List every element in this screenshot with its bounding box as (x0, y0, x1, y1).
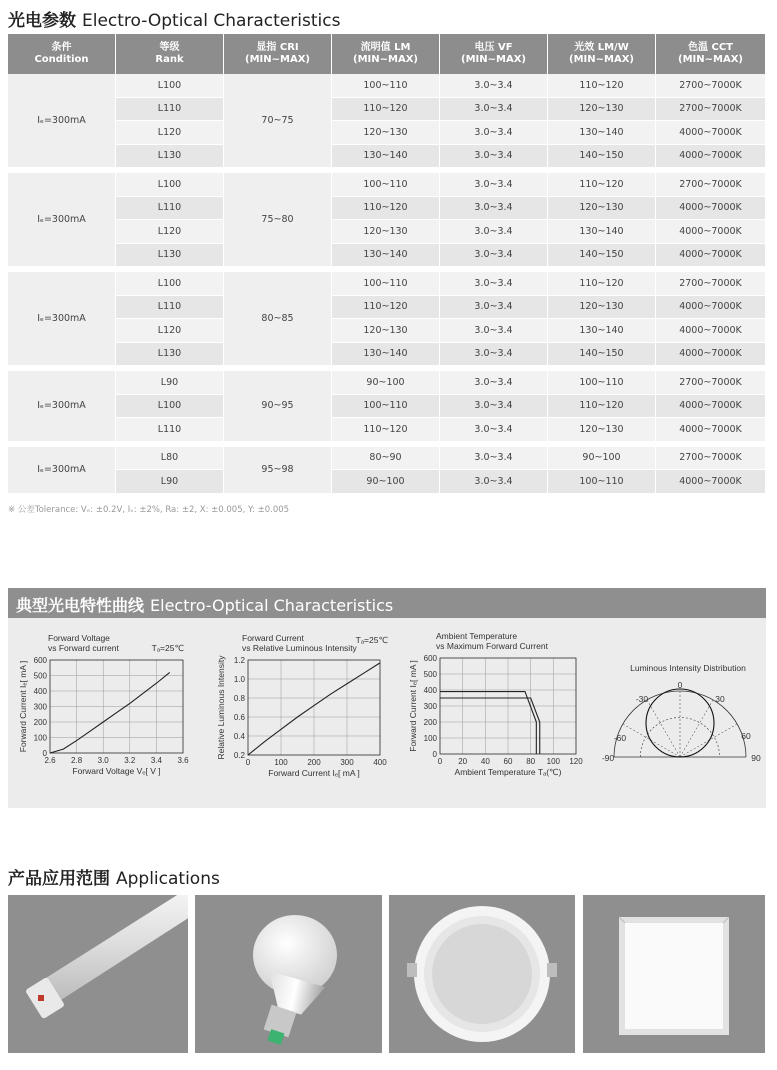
chart-0-xtick: 3.2 (124, 756, 136, 765)
rank-cell: L100 (116, 173, 224, 197)
table-row (8, 98, 765, 122)
chart-2-ytick: 100 (423, 734, 437, 743)
vf-cell: 3.0~3.4 (440, 74, 548, 98)
chart-0-ytick: 100 (33, 733, 47, 743)
efficacy-cell: 120~130 (548, 98, 656, 122)
lm-cell: 90~100 (332, 470, 440, 494)
cct-cell: 4000~7000K (656, 145, 765, 169)
cri-cell: 80~85 (224, 272, 332, 366)
cct-cell: 4000~7000K (656, 319, 765, 343)
cri-cell: 70~75 (224, 74, 332, 168)
vf-cell: 3.0~3.4 (440, 98, 548, 122)
app-image-panel (583, 895, 765, 1053)
chart-2-series-line (440, 698, 540, 754)
chart-1-ytick: 0.4 (233, 732, 245, 741)
chart-0-title-line2: vs Forward current (48, 643, 119, 653)
lm-cell: 100~110 (332, 395, 440, 419)
table-row (8, 447, 765, 471)
lm-cell: 100~110 (332, 74, 440, 98)
chart-2-xtick: 0 (437, 757, 443, 766)
app-image-downlight (389, 895, 575, 1053)
chart-0-ytick: 500 (33, 671, 47, 681)
chart-1-title-line1: Forward Current (242, 633, 304, 643)
vf-cell: 3.0~3.4 (440, 220, 548, 244)
lm-cell: 110~120 (332, 197, 440, 221)
lm-cell: 80~90 (332, 447, 440, 471)
header-vf: 电压 VF (MIN~MAX) (440, 34, 548, 74)
vf-cell: 3.0~3.4 (440, 371, 548, 395)
vf-cell: 3.0~3.4 (440, 121, 548, 145)
efficacy-cell: 120~130 (548, 296, 656, 320)
vf-cell: 3.0~3.4 (440, 470, 548, 494)
rank-cell: L100 (116, 272, 224, 296)
apps-title-en: Applications (116, 869, 220, 889)
lm-cell: 120~130 (332, 220, 440, 244)
cct-cell: 2700~7000K (656, 371, 765, 395)
chart-2-xtick: 120 (569, 757, 583, 766)
rank-cell: L130 (116, 343, 224, 367)
efficacy-cell: 110~120 (548, 272, 656, 296)
lm-cell: 110~120 (332, 418, 440, 442)
header-cri: 显指 CRI (MIN~MAX) (224, 34, 332, 74)
chart-3-ray (647, 700, 680, 757)
rank-cell: L90 (116, 470, 224, 494)
efficacy-cell: 130~140 (548, 220, 656, 244)
table-row (8, 470, 765, 494)
efficacy-cell: 100~110 (548, 470, 656, 494)
header-rank: 等级 Rank (116, 34, 224, 74)
spec-title-cn: 光电参数 (8, 11, 76, 31)
curves-charts (8, 618, 766, 808)
efficacy-cell: 120~130 (548, 197, 656, 221)
curves-section-header (8, 588, 766, 618)
efficacy-cell: 110~120 (548, 173, 656, 197)
table-row (8, 244, 765, 268)
chart-3-angle-label: 90 (751, 753, 761, 763)
chart-0-xtick: 3.6 (177, 756, 189, 765)
header-cct: 色温 CCT (MIN~MAX) (656, 34, 765, 74)
lm-cell: 120~130 (332, 319, 440, 343)
chart-3-angle-label: -30 (635, 694, 649, 704)
table-row (8, 197, 765, 221)
chart-3-angle-label: 0 (677, 680, 683, 690)
rank-cell: L130 (116, 145, 224, 169)
rank-cell: L120 (116, 319, 224, 343)
rank-cell: L80 (116, 447, 224, 471)
table-row (8, 173, 765, 197)
rank-cell: L110 (116, 418, 224, 442)
condition-cell: Iₑ=300mA (8, 371, 116, 442)
chart-2-ytick: 500 (423, 670, 437, 679)
lm-cell: 130~140 (332, 244, 440, 268)
chart-1-xtick: 300 (340, 758, 354, 767)
header-efficacy: 光效 LM/W (MIN~MAX) (548, 34, 656, 74)
tolerance-note: ※ 公差Tolerance: Vₑ: ±0.2V, Iᵥ: ±2%, Ra: ±2, X: ±0.005, Y: ±0.005 (8, 505, 290, 515)
efficacy-cell: 110~120 (548, 395, 656, 419)
chart-2-title-line1: Ambient Temperature (436, 631, 518, 641)
apps-section-title (8, 864, 220, 889)
vf-cell: 3.0~3.4 (440, 296, 548, 320)
chart-2-ylabel: Forward Current Iₑ[ mA ] (408, 660, 418, 752)
efficacy-cell: 140~150 (548, 343, 656, 367)
lm-cell: 110~120 (332, 296, 440, 320)
table-row (8, 395, 765, 419)
cri-cell: 90~95 (224, 371, 332, 442)
rank-cell: L100 (116, 74, 224, 98)
vf-cell: 3.0~3.4 (440, 447, 548, 471)
rank-cell: L100 (116, 395, 224, 419)
chart-2-ytick: 0 (432, 750, 437, 759)
chart-1-ytick: 1.0 (233, 675, 245, 684)
chart-2-xtick: 80 (526, 757, 536, 766)
chart-3-angle-label: -90 (601, 753, 615, 763)
lm-cell: 130~140 (332, 145, 440, 169)
rank-cell: L90 (116, 371, 224, 395)
efficacy-cell: 90~100 (548, 447, 656, 471)
efficacy-cell: 130~140 (548, 121, 656, 145)
vf-cell: 3.0~3.4 (440, 319, 548, 343)
chart-0-condition: Tₐ=25℃ (151, 643, 184, 653)
app-image-tube (8, 895, 188, 1053)
vf-cell: 3.0~3.4 (440, 197, 548, 221)
chart-3-angle-label: -60 (613, 733, 627, 743)
chart-2-xtick: 60 (503, 757, 513, 766)
cct-cell: 2700~7000K (656, 173, 765, 197)
rank-cell: L120 (116, 121, 224, 145)
chart-0-title-line1: Forward Voltage (48, 633, 110, 643)
chart-1-ylabel: Relative Luminous Intensity (216, 655, 226, 760)
chart-2-series-line (440, 692, 536, 754)
cri-cell: 75~80 (224, 173, 332, 267)
table-row (8, 343, 765, 367)
vf-cell: 3.0~3.4 (440, 418, 548, 442)
vf-cell: 3.0~3.4 (440, 145, 548, 169)
efficacy-cell: 100~110 (548, 371, 656, 395)
condition-cell: Iₑ=300mA (8, 447, 116, 494)
chart-2-xtick: 100 (546, 757, 561, 766)
efficacy-cell: 120~130 (548, 418, 656, 442)
lm-cell: 110~120 (332, 98, 440, 122)
chart-3-angle-label: 30 (715, 694, 725, 704)
cct-cell: 4000~7000K (656, 470, 765, 494)
efficacy-cell: 140~150 (548, 145, 656, 169)
cct-cell: 4000~7000K (656, 343, 765, 367)
chart-2-ytick: 300 (423, 702, 437, 711)
chart-0-series-line (50, 672, 170, 753)
spec-title-en: Electro-Optical Characteristics (82, 11, 341, 31)
lm-cell: 100~110 (332, 173, 440, 197)
chart-1-xlabel: Forward Current Iₑ[ mA ] (268, 768, 360, 778)
chart-0-xtick: 2.6 (44, 756, 56, 765)
efficacy-cell: 130~140 (548, 319, 656, 343)
chart-2-title-line2: vs Maximum Forward Current (436, 641, 548, 651)
spec-table (8, 34, 765, 494)
table-row (8, 371, 765, 395)
cct-cell: 4000~7000K (656, 418, 765, 442)
vf-cell: 3.0~3.4 (440, 244, 548, 268)
chart-0-ytick: 200 (33, 718, 47, 727)
vf-cell: 3.0~3.4 (440, 173, 548, 197)
table-row (8, 74, 765, 98)
chart-1-ytick: 1.2 (233, 656, 245, 665)
table-row (8, 418, 765, 442)
cct-cell: 4000~7000K (656, 395, 765, 419)
chart-2-ytick: 600 (423, 654, 437, 663)
chart-0-xlabel: Forward Voltage Vₑ[ V ] (72, 766, 161, 776)
chart-2-xtick: 40 (480, 757, 490, 766)
rank-cell: L110 (116, 197, 224, 221)
cct-cell: 4000~7000K (656, 220, 765, 244)
rank-cell: L110 (116, 98, 224, 122)
chart-0-xtick: 3.4 (150, 756, 162, 765)
table-row (8, 121, 765, 145)
rank-cell: L110 (116, 296, 224, 320)
efficacy-cell: 110~120 (548, 74, 656, 98)
cct-cell: 4000~7000K (656, 244, 765, 268)
chart-0-ylabel: Forward Current Iₑ[ mA ] (18, 660, 28, 753)
header-condition: 条件 Condition (8, 34, 116, 74)
chart-1-ytick: 0.8 (233, 694, 245, 703)
chart-2-ytick: 200 (423, 718, 437, 727)
chart-3-ray (680, 700, 713, 757)
chart-1-xtick: 0 (245, 758, 251, 767)
table-row (8, 319, 765, 343)
table-header-row (8, 34, 765, 74)
chart-0-ytick: 400 (33, 687, 47, 696)
condition-cell: Iₑ=300mA (8, 272, 116, 366)
chart-1-ytick: 0.2 (233, 751, 245, 760)
lm-cell: 100~110 (332, 272, 440, 296)
chart-0-ytick: 600 (33, 656, 47, 665)
lm-cell: 90~100 (332, 371, 440, 395)
vf-cell: 3.0~3.4 (440, 343, 548, 367)
cct-cell: 2700~7000K (656, 98, 765, 122)
condition-cell: Iₑ=300mA (8, 173, 116, 267)
chart-1-xtick: 200 (307, 758, 321, 767)
table-row (8, 220, 765, 244)
chart-1-ytick: 0.6 (233, 713, 245, 722)
chart-3-angle-label: 60 (741, 731, 751, 741)
vf-cell: 3.0~3.4 (440, 395, 548, 419)
curves-title-cn: 典型光电特性曲线 (16, 596, 145, 615)
cri-cell: 95~98 (224, 447, 332, 494)
chart-0-ytick: 300 (33, 702, 47, 712)
chart-3-title: Luminous Intensity Distribution (630, 663, 746, 673)
cct-cell: 2700~7000K (656, 74, 765, 98)
table-row (8, 272, 765, 296)
curves-title-en: Electro-Optical Characteristics (150, 596, 394, 615)
lm-cell: 130~140 (332, 343, 440, 367)
table-row (8, 296, 765, 320)
cct-cell: 2700~7000K (656, 447, 765, 471)
app-image-bulb (195, 895, 382, 1053)
rank-cell: L130 (116, 244, 224, 268)
chart-2-ytick: 400 (423, 686, 437, 695)
cct-cell: 4000~7000K (656, 296, 765, 320)
cct-cell: 2700~7000K (656, 272, 765, 296)
lm-cell: 120~130 (332, 121, 440, 145)
chart-1-xtick: 400 (373, 758, 387, 767)
efficacy-cell: 140~150 (548, 244, 656, 268)
chart-1-condition: Tₐ=25℃ (355, 635, 388, 645)
rank-cell: L120 (116, 220, 224, 244)
cct-cell: 4000~7000K (656, 121, 765, 145)
chart-0-ytick: 0 (42, 749, 47, 758)
spec-section-title (8, 6, 340, 31)
chart-0-xtick: 2.8 (71, 756, 83, 765)
chart-1-title-line2: vs Relative Luminous Intensity (242, 643, 357, 653)
apps-title-cn: 产品应用范围 (8, 869, 110, 889)
chart-1-xtick: 100 (274, 758, 288, 767)
condition-cell: Iₑ=300mA (8, 74, 116, 168)
cct-cell: 4000~7000K (656, 197, 765, 221)
curves-panel (8, 618, 766, 808)
vf-cell: 3.0~3.4 (440, 272, 548, 296)
header-lm: 流明值 LM (MIN~MAX) (332, 34, 440, 74)
chart-0-xtick: 3.0 (97, 756, 109, 765)
chart-2-xlabel: Ambient Temperature Tₐ(℃) (454, 767, 562, 777)
chart-2-xtick: 20 (458, 757, 468, 766)
table-row (8, 145, 765, 169)
